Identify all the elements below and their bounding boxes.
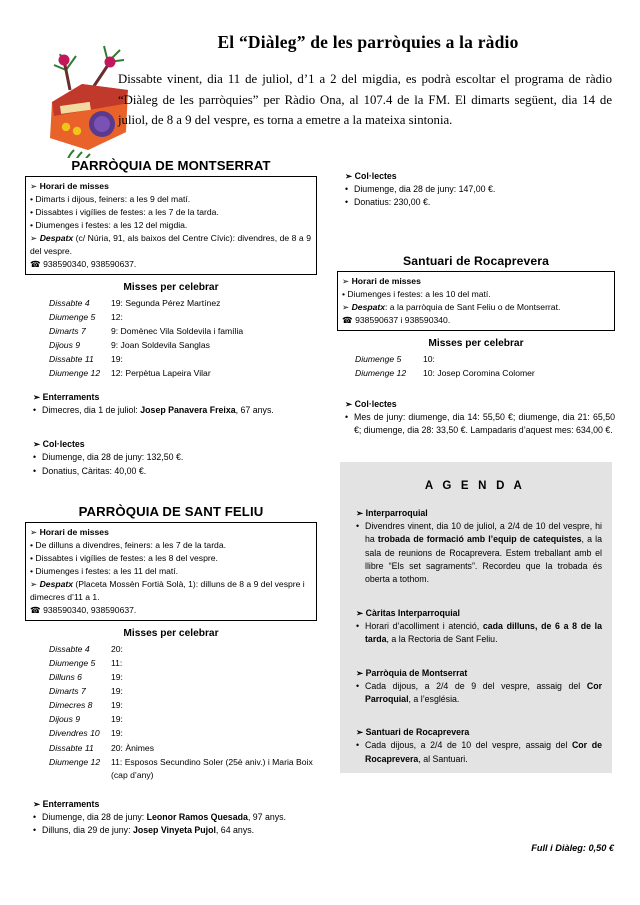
right-column	[337, 158, 615, 438]
arrow-icon: ➢	[356, 667, 364, 678]
enterrament-name: Leonor Ramos Quesada	[146, 812, 248, 823]
schedule-item	[30, 193, 311, 206]
bullet-icon: •	[356, 620, 360, 631]
collecta-text: Donatius, Càritas: 40,00 €.	[42, 465, 147, 476]
mass-event: 19:	[111, 700, 123, 711]
mass-event: 9: Domènec Vila Soldevila i família	[111, 326, 244, 337]
mass-day: Divendres 10	[49, 728, 100, 739]
arrow-icon: ➢	[356, 607, 364, 618]
enterrament-text	[33, 404, 317, 417]
schedule-item	[342, 288, 609, 301]
arrow-icon: ➢	[33, 391, 41, 402]
table-row	[337, 352, 615, 366]
agenda-section-rocaprevera	[348, 727, 602, 766]
despatx-text: : a la parròquia de Sant Feliu o de Montserrat.	[385, 301, 561, 312]
collecta-text: Diumenge, dia 28 de juny: 147,00 €.	[354, 184, 496, 194]
collecta-item	[337, 196, 615, 209]
table-row	[25, 755, 317, 782]
sanctuary-schedule-box	[337, 271, 615, 331]
schedule-item-text: Dissabtes i vigílies de festes: a les 7 de la tarda.	[35, 207, 219, 218]
despatx-text: (Placeta Mossèn Fortià Solà, 1): dilluns de 8 a 9 del vespre i dimecres d’11 a 1.	[30, 579, 305, 603]
collectes-heading	[25, 439, 317, 450]
mass-event: 19:	[111, 728, 123, 739]
schedule-item-text: De dilluns a divendres, feiners: a les 7 de la tarda.	[35, 540, 227, 551]
mass-day: Diumenge 12	[355, 367, 407, 378]
bullet-icon: •	[33, 404, 37, 415]
collecta-item	[25, 465, 317, 478]
collecta-text: Donatius: 230,00 €.	[354, 197, 431, 208]
left-column	[25, 158, 317, 838]
mass-day: Dijous 9	[49, 340, 81, 351]
mass-day: Dissabte 4	[49, 298, 90, 309]
schedule-item	[30, 552, 311, 565]
table-row	[25, 296, 317, 310]
agenda-bold: Cor de Rocaprevera	[365, 740, 602, 764]
agenda-post: , a la Rectoria de Sant Feliu.	[386, 634, 498, 645]
enterrament-text	[33, 811, 317, 824]
table-row	[25, 685, 317, 699]
bullet-icon: •	[30, 220, 34, 231]
arrow-icon: ➢	[356, 508, 364, 518]
mass-day: Dimarts 7	[49, 686, 86, 697]
arrow-icon: ➢	[342, 301, 350, 312]
bullet-icon: •	[356, 521, 360, 531]
arrow-icon: ➢	[33, 799, 41, 810]
table-row	[25, 325, 317, 339]
enterrament-item	[25, 404, 317, 417]
mass-day: Diumenge 5	[49, 658, 96, 669]
enterrament-item	[25, 811, 317, 824]
schedule-item	[30, 539, 311, 552]
agenda-item	[348, 520, 602, 587]
arrow-icon: ➢	[30, 579, 38, 590]
enterraments-heading	[25, 392, 317, 403]
collectes-heading	[337, 171, 615, 182]
collecta-item	[337, 411, 615, 438]
schedule-item-text: Dimarts i dijous, feiners: a les 9 del matí.	[35, 194, 191, 205]
bullet-icon: •	[30, 207, 34, 218]
despatx-label: Despatx	[39, 579, 74, 590]
mass-day: Dissabte 11	[49, 742, 94, 753]
schedule-heading	[30, 526, 311, 539]
mass-day: Dissabte 4	[49, 644, 90, 655]
table-row	[25, 311, 317, 325]
bullet-icon: •	[30, 194, 34, 205]
mass-event: 19: Segunda Pérez Martínez	[111, 298, 221, 309]
agenda-item-text	[356, 520, 602, 587]
mass-event: 19:	[111, 672, 123, 683]
agenda-section-heading	[348, 508, 602, 519]
mass-day: Dijous 9	[49, 714, 81, 725]
table-row	[25, 699, 317, 713]
agenda-item	[348, 680, 602, 707]
montserrat-enterraments-block	[25, 392, 317, 417]
schedule-item-text: Diumenges i festes: a les 10 del matí.	[347, 288, 491, 299]
table-row	[337, 366, 615, 380]
mass-event: 12:	[111, 312, 123, 323]
collecta-item	[337, 183, 615, 196]
masses-table-sant-feliu	[25, 642, 317, 782]
schedule-item	[30, 206, 311, 219]
arrow-icon: ➢	[345, 399, 353, 410]
enterrament-post: , 97 anys.	[247, 812, 287, 823]
agenda-pre: Horari d’acolliment i atenció,	[365, 620, 483, 631]
schedule-item	[30, 565, 311, 578]
bullet-icon: •	[345, 197, 349, 208]
page-title: El “Diàleg” de les parròquies a la ràdio	[217, 32, 519, 52]
collecta-item	[25, 451, 317, 464]
despatx-label: Despatx	[351, 301, 386, 312]
bullet-icon: •	[30, 566, 34, 577]
mass-event: 19:	[111, 714, 123, 725]
arrow-icon: ➢	[345, 171, 353, 181]
sanctuary-rocaprevera-title: Santuari de Rocaprevera	[403, 253, 549, 268]
arrow-icon: ➢	[30, 181, 38, 191]
schedule-heading	[342, 275, 609, 288]
bullet-icon: •	[33, 465, 37, 476]
agenda-section-caritas	[348, 608, 602, 647]
table-row	[25, 713, 317, 727]
despatx-text: (c/ Núria, 91, als baixos del Centre Cívic): divendres, de 8 a 9 del vespre.	[30, 233, 311, 257]
bullet-icon: •	[356, 680, 360, 691]
agenda-item	[348, 739, 602, 766]
mass-event: 10: Josep Coromina Colomer	[423, 367, 535, 378]
parish-montserrat-title: PARRÒQUIA DE MONTSERRAT	[71, 158, 271, 173]
parish-montserrat-schedule-box	[25, 176, 317, 275]
agenda-item-text	[356, 739, 602, 766]
mass-day: Diumenge 5	[49, 312, 96, 323]
agenda-bold: cada dilluns, de 6 a 8 de la tarda	[365, 620, 602, 645]
table-row	[25, 367, 317, 381]
agenda-panel	[340, 462, 612, 773]
arrow-icon: ➢	[342, 275, 350, 286]
enterraments-heading-label: Enterraments	[42, 391, 100, 402]
despatx-line	[30, 578, 311, 604]
agenda-section-heading-label: Santuari de Rocaprevera	[365, 727, 470, 738]
table-row	[25, 671, 317, 685]
schedule-heading-label: Horari de misses	[39, 181, 109, 191]
arrow-icon: ➢	[30, 233, 38, 244]
bullet-icon: •	[345, 184, 349, 194]
montserrat-right-collectes-block	[337, 171, 615, 210]
arrow-icon: ➢	[30, 526, 38, 537]
masses-heading: Misses per celebrar	[123, 628, 219, 640]
bullet-icon: •	[33, 812, 37, 823]
collectes-heading-label: Col·lectes	[42, 439, 85, 450]
agenda-post: , a la sala de reunions de Rocaprevera. Estem treballant amb el llibre “Els set sagraments”. Recordeu que la trobada és oberta a tothom.	[365, 534, 602, 585]
enterrament-pre: Dimecres, dia 1 de juliol:	[42, 404, 141, 415]
mass-event: 20:	[111, 644, 123, 655]
agenda-section-montserrat	[348, 668, 602, 707]
bullet-icon: •	[342, 288, 346, 299]
masses-heading: Misses per celebrar	[123, 282, 219, 294]
despatx-line	[30, 232, 311, 258]
schedule-item-text: Diumenges i festes: a les 12 del migdia.	[35, 220, 188, 231]
page-header	[0, 26, 640, 156]
enterraments-heading	[25, 799, 317, 810]
enterrament-name: Josep Panavera Freixa	[140, 404, 236, 415]
bullet-icon: •	[345, 412, 349, 423]
schedule-item	[30, 219, 311, 232]
enterrament-item	[25, 824, 317, 837]
phone-line	[30, 604, 311, 617]
bullet-icon: •	[356, 740, 360, 751]
agenda-post: , a l’església.	[408, 693, 460, 704]
despatx-label: Despatx	[39, 233, 74, 244]
despatx-line	[342, 301, 609, 314]
enterrament-pre: Dilluns, dia 29 de juny:	[42, 825, 133, 836]
parish-sant-feliu-schedule-box	[25, 522, 317, 621]
bullet-icon: •	[30, 553, 34, 564]
mass-event: 11: Esposos Secundino Soler (25è aniv.) i Maria Boix (cap d’any)	[111, 756, 313, 780]
agenda-section-heading	[348, 668, 602, 679]
agenda-item-text	[356, 620, 602, 647]
agenda-bold: Cor Parroquial	[365, 680, 602, 704]
schedule-item-text: Dissabtes i vigílies de festes: a les 8 del vespre.	[35, 553, 218, 564]
agenda-title: A G E N D A	[424, 480, 526, 492]
collectes-heading-label: Col·lectes	[354, 399, 397, 410]
table-row	[25, 339, 317, 353]
sanctuary-rocaprevera	[337, 254, 615, 438]
mass-event: 9: Joan Soldevila Sanglas	[111, 340, 210, 351]
intro-paragraph: Dissabte vinent, dia 11 de juliol, d’1 a 2 del migdia, es podrà escoltar el programa de ràdio “Diàleg de les parròquies” per Ràdio Ona, al 107.4 de la FM. El dimarts següent, dia 14 de juliol, de 8 a 9 del vespre, es torna a emetre a la mateixa sintonia.	[118, 72, 612, 128]
mass-day: Diumenge 12	[49, 756, 101, 767]
agenda-item-text	[356, 680, 602, 707]
footer-price: Full i Diàleg: 0,50 €	[531, 843, 614, 853]
parish-montserrat	[25, 158, 317, 478]
agenda-section-heading-label: Càritas Interparroquial	[365, 607, 461, 618]
mass-day: Diumenge 12	[49, 368, 101, 379]
mass-event: 19:	[111, 354, 123, 365]
arrow-icon: ➢	[356, 727, 364, 738]
mass-day: Dimarts 7	[49, 326, 86, 337]
mass-day: Diumenge 5	[355, 353, 402, 364]
phone-icon: ☎	[30, 605, 41, 616]
mass-event: 19:	[111, 686, 123, 697]
masses-table-rocaprevera	[337, 352, 615, 380]
table-row	[25, 741, 317, 755]
agenda-pre: Cada dijous, a 2/4 de 10 del vespre, assaig del	[365, 740, 572, 751]
enterrament-text	[33, 824, 317, 837]
mass-event: 11:	[111, 658, 123, 669]
bullet-icon: •	[33, 825, 37, 836]
mass-event: 12: Perpètua Lapeira Vilar	[111, 368, 211, 379]
enterrament-post: , 64 anys.	[215, 825, 255, 836]
mass-day: Dissabte 11	[49, 354, 94, 365]
schedule-heading-label: Horari de misses	[351, 275, 421, 286]
phone-line	[30, 258, 311, 271]
phone-icon: ☎	[30, 259, 41, 270]
phone-icon: ☎	[342, 314, 353, 325]
phone-line	[342, 314, 609, 327]
parish-sant-feliu	[25, 504, 317, 838]
arrow-icon: ➢	[33, 439, 41, 450]
schedule-item-text: Diumenges i festes: a les 11 del matí.	[35, 566, 179, 577]
rocaprevera-collectes-block	[337, 399, 615, 438]
montserrat-collectes-block	[25, 439, 317, 478]
agenda-post: , al Santuari.	[418, 753, 468, 764]
phone-numbers: 938590340, 938590637.	[43, 605, 137, 616]
collecta-text: Mes de juny: diumenge, dia 14: 55,50 €; diumenge, dia 21: 65,50 €; diumenge, dia 28: 33,50 €. Lampadaris d’aquest mes: 634,00 €.	[354, 412, 615, 436]
agenda-section-interparroquial	[348, 508, 602, 587]
table-row	[25, 657, 317, 671]
agenda-pre: Divendres vinent, dia 10 de juliol, a 2/4 de 10 del vespre, hi ha	[365, 521, 602, 545]
enterraments-heading-label: Enterraments	[42, 799, 100, 810]
mass-day: Dilluns 6	[49, 672, 82, 683]
sant-feliu-enterraments-block	[25, 799, 317, 838]
table-row	[25, 353, 317, 367]
collectes-heading-label: Col·lectes	[354, 171, 397, 181]
header-text-block	[118, 32, 618, 131]
schedule-heading	[30, 180, 311, 193]
enterrament-name: Josep Vinyeta Pujol	[132, 825, 216, 836]
agenda-section-heading-label: Interparroquial	[365, 508, 428, 518]
mass-event: 20: Ànimes	[111, 742, 154, 753]
collectes-heading	[337, 399, 615, 410]
agenda-section-heading-label: Parròquia de Montserrat	[365, 667, 468, 678]
enterrament-post: , 67 anys.	[235, 404, 274, 415]
agenda-item	[348, 620, 602, 647]
mass-event: 10:	[423, 353, 435, 364]
masses-table-montserrat	[25, 296, 317, 380]
mass-day: Dimecres 8	[49, 700, 93, 711]
agenda-bold: trobada de formació amb l’equip de catequistes	[377, 534, 582, 545]
table-row	[25, 642, 317, 656]
collecta-text: Diumenge, dia 28 de juny: 132,50 €.	[42, 452, 184, 463]
agenda-pre: Cada dijous, a 2/4 de 9 del vespre, assaig del	[365, 680, 587, 691]
phone-numbers: 938590340, 938590637.	[43, 259, 137, 270]
schedule-heading-label: Horari de misses	[39, 526, 109, 537]
agenda-section-heading	[348, 727, 602, 738]
bullet-icon: •	[33, 452, 37, 463]
parish-sant-feliu-title: PARRÒQUIA DE SANT FELIU	[78, 503, 264, 519]
masses-heading: Misses per celebrar	[428, 337, 524, 349]
table-row	[25, 727, 317, 741]
phone-numbers: 938590637 i 938590340.	[355, 314, 451, 325]
bullet-icon: •	[30, 540, 34, 551]
agenda-section-heading	[348, 608, 602, 619]
enterrament-pre: Diumenge, dia 28 de juny:	[42, 812, 147, 823]
